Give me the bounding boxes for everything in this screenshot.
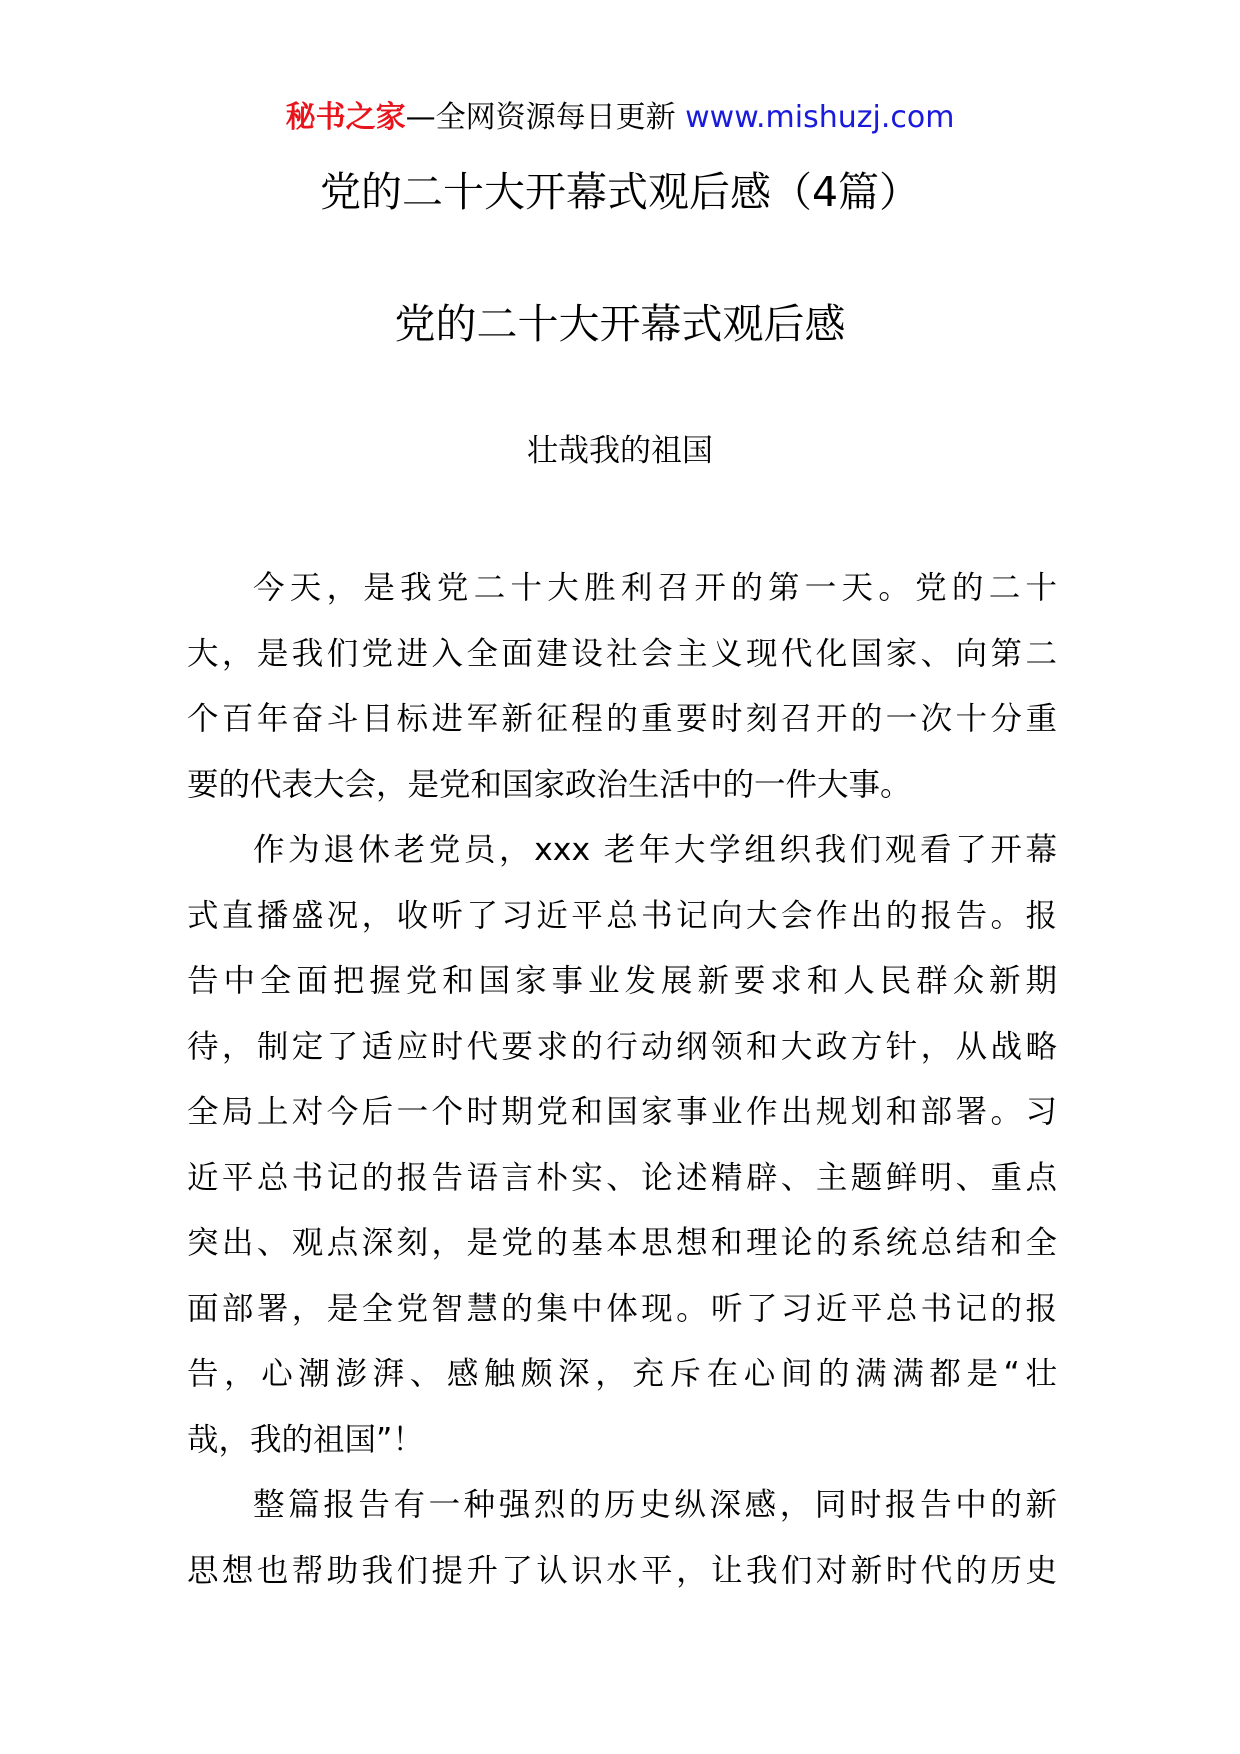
text-line: 待，制定了适应时代要求的行动纲领和大政方针，从战略 bbox=[187, 1028, 1057, 1065]
brand-name: 秘书之家 bbox=[285, 100, 406, 135]
text-line: 突出、观点深刻，是党的基本思想和理论的系统总结和全 bbox=[187, 1225, 1057, 1261]
article-byline: 壮哉我的祖国 bbox=[527, 433, 713, 469]
text-line: 思想也帮助我们提升了认识水平，让我们对新时代的历史 bbox=[187, 1552, 1057, 1589]
paragraph bbox=[187, 1473, 1057, 1604]
site-header bbox=[0, 98, 1240, 138]
paragraph bbox=[187, 556, 1057, 818]
text-line: 式直播盛况，收听了习近平总书记向大会作出的报告。报 bbox=[187, 897, 1057, 934]
text-line: 面部署，是全党智慧的集中体现。听了习近平总书记的报 bbox=[187, 1290, 1057, 1327]
text-line: 今天，是我党二十大胜利召开的第一天。党的二十 bbox=[253, 570, 1057, 606]
paragraph bbox=[187, 818, 1057, 1473]
text-line: 作为退休老党员，xxx 老年大学组织我们观看了开幕 bbox=[253, 832, 1057, 868]
site-url-link[interactable]: www.mishuzj.com bbox=[685, 100, 955, 135]
article-title: 党的二十大开幕式观后感 bbox=[394, 300, 846, 348]
text-line: 个百年奋斗目标进军新征程的重要时刻召开的一次十分重 bbox=[187, 701, 1057, 737]
header-tagline: —全网资源每日更新 bbox=[405, 100, 676, 135]
text-line: 告中全面把握党和国家事业发展新要求和人民群众新期 bbox=[187, 963, 1057, 999]
text-line: 哉，我的祖国”！ bbox=[187, 1421, 424, 1458]
text-line: 整篇报告有一种强烈的历史纵深感，同时报告中的新 bbox=[253, 1487, 1057, 1523]
text-line: 大，是我们党进入全面建设社会主义现代化国家、向第二 bbox=[187, 635, 1057, 672]
document-title: 党的二十大开幕式观后感（4篇） bbox=[319, 168, 921, 216]
text-line: 全局上对今后一个时期党和国家事业作出规划和部署。习 bbox=[187, 1094, 1057, 1130]
text-line: 告，心潮澎湃、感触颇深，充斥在心间的满满都是“壮 bbox=[187, 1356, 1057, 1392]
text-line: 近平总书记的报告语言朴实、论述精辟、主题鲜明、重点 bbox=[187, 1159, 1057, 1196]
text-line: 要的代表大会，是党和国家政治生活中的一件大事。 bbox=[187, 766, 912, 803]
article-body bbox=[187, 556, 1057, 1604]
